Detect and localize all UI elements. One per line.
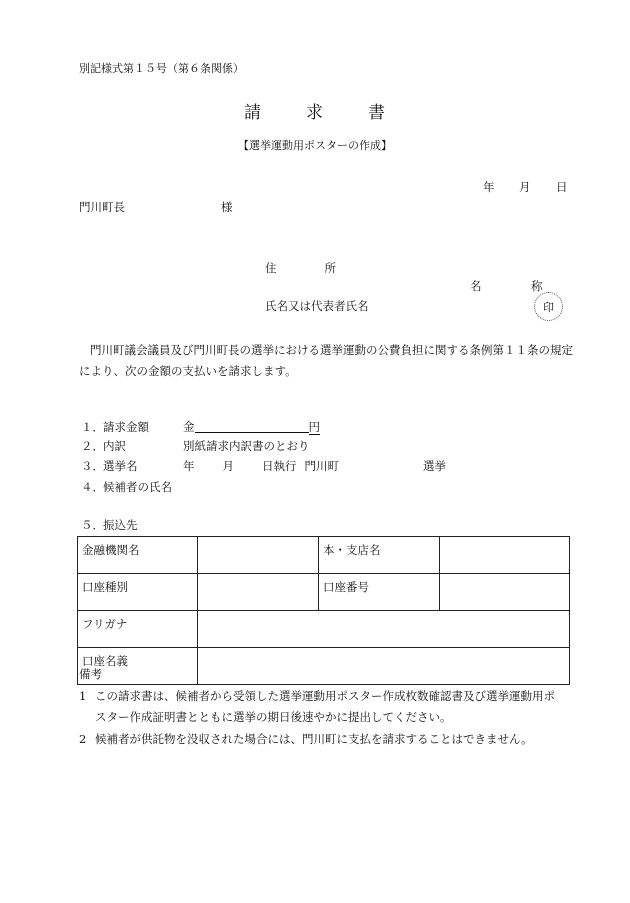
item-label: 振込先 (103, 518, 138, 532)
account-number-field[interactable] (440, 574, 570, 611)
document-title (0, 105, 630, 122)
account-holder-field[interactable] (198, 648, 570, 685)
item-request-amount (81, 420, 320, 433)
name-label-char-2: 称 (531, 279, 543, 293)
seal-text: 印 (543, 300, 554, 314)
title-char-1: 請 (244, 103, 262, 123)
note-number: 1 (79, 689, 87, 703)
account-holder-label: 口座名義 (78, 648, 198, 685)
addressee: 門川町長 (79, 200, 125, 214)
note-number: 2 (79, 732, 87, 746)
bank-name-label: 金融機関名 (78, 537, 198, 574)
date-month-label: 月 (519, 180, 531, 194)
title-char-3: 書 (368, 103, 386, 123)
amount-suffix: 円 (308, 419, 320, 434)
note-1 (79, 686, 573, 728)
seal-stamp-circle (534, 292, 563, 321)
item-label: 内訳 (103, 439, 126, 453)
item-label: 候補者の氏名 (103, 480, 172, 494)
note-2-text: 候補者が供託物を没収された場合には、門川町に支払を請求することはできません。 (95, 732, 533, 746)
request-body-text: 門川町議会議員及び門川町長の選挙における選挙運動の公費負担に関する条例第１１条の規定により、次の金額の支払いを請求します。 (79, 343, 573, 378)
table-row (78, 648, 570, 685)
table-row (78, 574, 570, 611)
branch-field[interactable] (440, 537, 570, 574)
item-number: ２． (81, 439, 104, 453)
item-candidate-name (81, 482, 172, 494)
representative-name-label: 氏名又は代表者氏名 (265, 299, 369, 313)
item-transfer-destination (81, 520, 138, 532)
note-1-line-1: この請求書は、候補者から受領した選挙運動用ポスター作成枚数確認書及び選挙運動用ポ (95, 689, 555, 703)
election-type: 選挙 (423, 459, 446, 473)
item-label: 選挙名 (103, 459, 138, 473)
note-2 (79, 729, 573, 750)
note-1-line-2: スター作成証明書とともに選挙の期日後速やかに提出してください。 (95, 710, 452, 724)
furigana-label: フリガナ (78, 611, 198, 648)
breakdown-value: 別紙請求内訳書のとおり (183, 439, 310, 453)
honorific: 様 (221, 200, 233, 214)
date-year-label: 年 (483, 180, 495, 194)
item-number: ３． (81, 459, 104, 473)
table-row (78, 611, 570, 648)
election-month: 月 (222, 459, 234, 473)
election-town: 門川町 (304, 459, 339, 473)
item-label: 請求金額 (103, 419, 149, 434)
account-number-label: 口座番号 (319, 574, 440, 611)
address-label (265, 263, 336, 275)
date-day-label: 日 (556, 180, 568, 194)
amount-blank-line[interactable] (195, 420, 309, 433)
address-label-b: 所 (324, 261, 336, 275)
item-breakdown (81, 441, 310, 453)
account-type-field[interactable] (198, 574, 319, 611)
item-election-name (81, 461, 446, 473)
document-subtitle: 【選挙運動用ポスターの作成】 (238, 139, 392, 152)
amount-prefix: 金 (183, 419, 195, 434)
item-number: ４． (81, 480, 104, 494)
bank-transfer-table (77, 536, 570, 685)
item-number: １． (81, 419, 104, 434)
election-year: 年 (183, 459, 195, 473)
furigana-field[interactable] (198, 611, 570, 648)
name-label-char-1: 名 (470, 279, 482, 293)
form-number-label: 別記様式第１５号（第６条関係） (79, 62, 244, 75)
bank-name-field[interactable] (198, 537, 319, 574)
address-label-a: 住 (265, 261, 277, 275)
branch-label: 本・支店名 (319, 537, 440, 574)
election-day-exec: 日執行 (262, 459, 297, 473)
account-type-label: 口座種別 (78, 574, 198, 611)
item-number: ５． (81, 518, 104, 532)
notes-heading: 備考 (79, 667, 102, 681)
title-char-2: 求 (306, 103, 324, 123)
table-row (78, 537, 570, 574)
